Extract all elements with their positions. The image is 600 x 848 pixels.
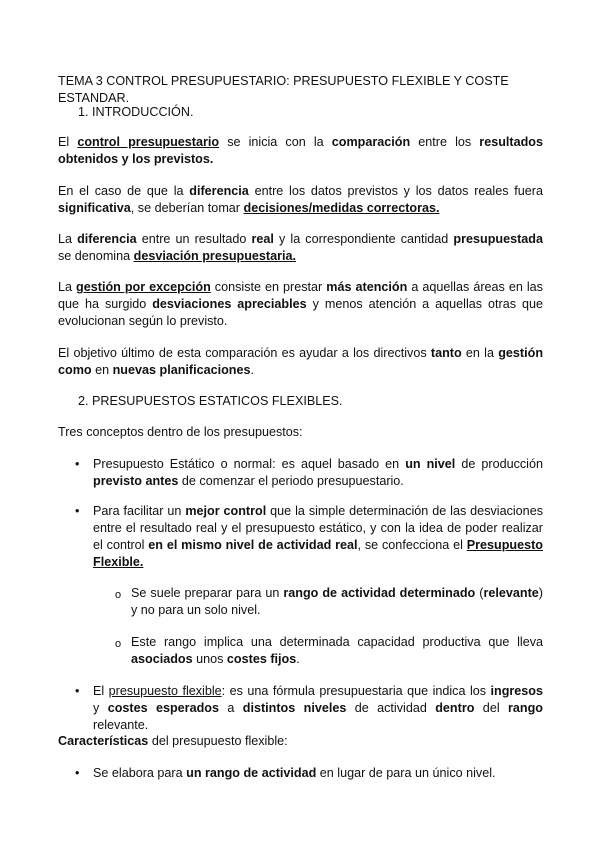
sub-bullet-rango: Se suele preparar para un rango de actividad determinado (relevante) y no para un solo nivel. xyxy=(131,586,543,617)
sub-bullet-marker: o xyxy=(115,589,122,601)
intro-conceptos: Tres conceptos dentro de los presupuestos: xyxy=(58,425,303,439)
bullet-marker: • xyxy=(75,684,80,698)
section-heading-introduccion: 1. INTRODUCCIÓN. xyxy=(78,105,194,119)
section-heading-presupuestos: 2. PRESUPUESTOS ESTATICOS FLEXIBLES. xyxy=(78,394,343,408)
paragraph-diferencia: En el caso de que la diferencia entre los datos previstos y los datos reales fuera significativa, se deberían tomar decisiones/medidas correctoras. xyxy=(58,184,543,215)
sub-bullet-capacidad: Este rango implica una determinada capacidad productiva que lleva asociados unos costes fijos. xyxy=(131,635,543,666)
paragraph-control: El control presupuestario se inicia con la comparación entre los resultados obtenidos y los previstos. xyxy=(58,135,543,166)
paragraph-gestion-excepcion: La gestión por excepción consiste en prestar más atención a aquellas áreas en las que ha surgido desviaciones apreciables y menos atención a aquellas otras que evolucionan según lo previsto. xyxy=(58,280,543,328)
document-title: TEMA 3 CONTROL PRESUPUESTARIO: PRESUPUESTO FLEXIBLE Y COSTE ESTANDAR. xyxy=(58,74,509,105)
bullet-presupuesto-estatico: Presupuesto Estático o normal: es aquel basado en un nivel de producción previsto antes de comenzar el periodo presupuestario. xyxy=(93,457,543,488)
bullet-marker: • xyxy=(75,457,80,471)
bullet-rango-actividad: Se elabora para un rango de actividad en lugar de para un único nivel. xyxy=(93,766,496,780)
sub-bullet-marker: o xyxy=(115,638,122,650)
paragraph-desviacion: La diferencia entre un resultado real y la correspondiente cantidad presupuestada se denomina desviación presupuestaria. xyxy=(58,232,543,263)
bullet-marker: • xyxy=(75,766,80,780)
bullet-presupuesto-flexible: El presupuesto flexible: es una fórmula presupuestaria que indica los ingresos y costes esperados a distintos niveles de actividad dentro del rango relevante. xyxy=(93,684,544,732)
caracteristicas-heading: Características del presupuesto flexible: xyxy=(58,734,288,748)
bullet-mejor-control: Para facilitar un mejor control que la simple determinación de las desviaciones entre el resultado real y el presupuesto estático, y con la idea de poder realizar el control en el mismo nivel de actividad real, se confecciona el Presupuesto Flexible. xyxy=(93,504,544,569)
bullet-marker: • xyxy=(75,504,80,518)
paragraph-objetivo: El objetivo último de esta comparación es ayudar a los directivos tanto en la gestión como en nuevas planificaciones. xyxy=(58,346,544,377)
